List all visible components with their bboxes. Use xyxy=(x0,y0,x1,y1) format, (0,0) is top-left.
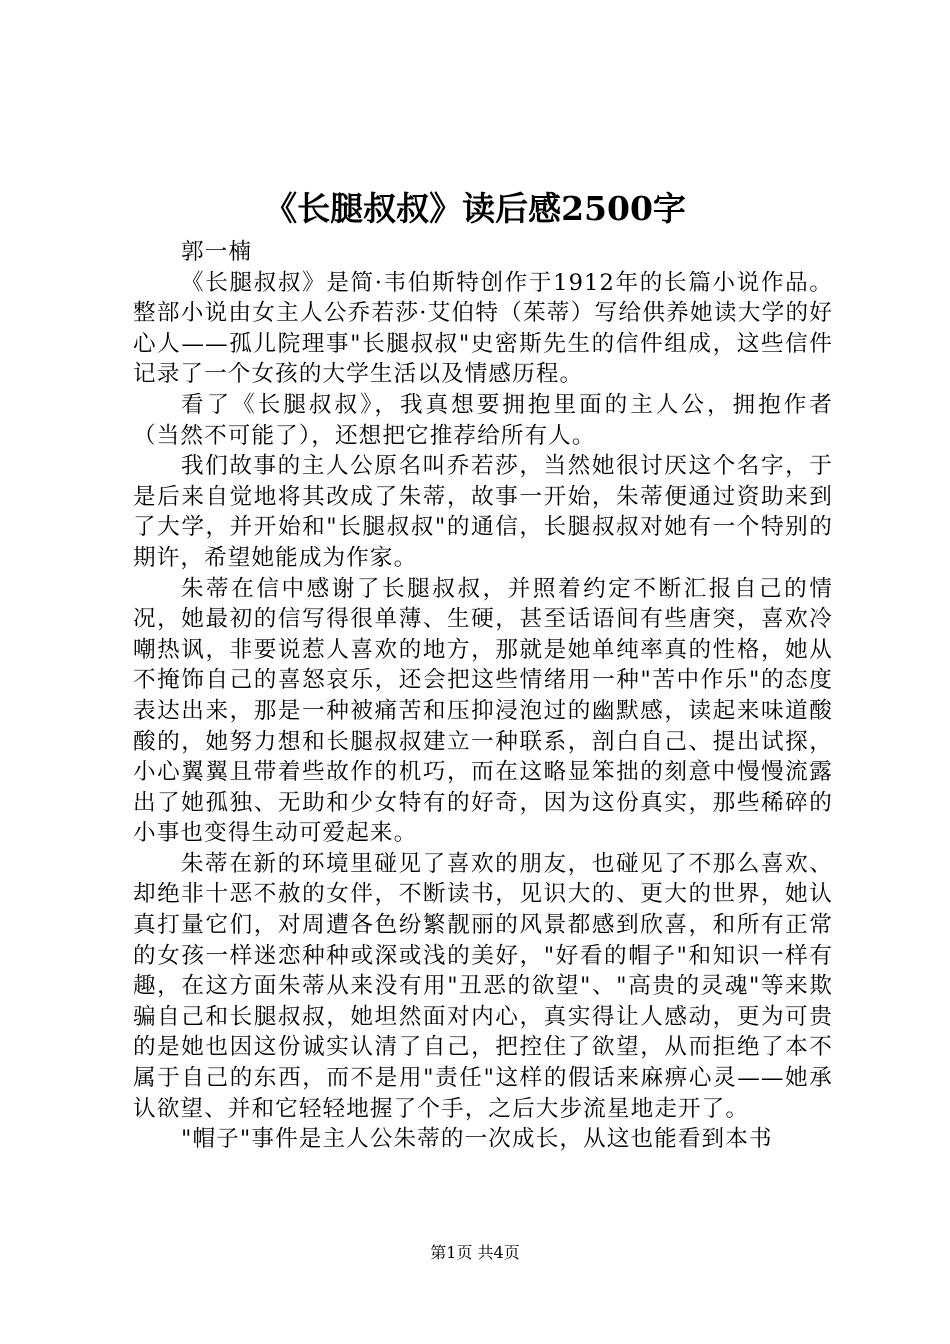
document-body xyxy=(133,237,833,1155)
paragraph-3: 我们故事的主人公原名叫乔若莎，当然她很讨厌这个名字，于是后来自觉地将其改成了朱蒂，故事一开始，朱蒂便通过资助来到了大学，并开始和"长腿叔叔"的通信，长腿叔叔对她有一个特别的期许，希望她能成为作家。 xyxy=(133,453,833,571)
document-title: 《长腿叔叔》读后感2500字 xyxy=(264,189,686,228)
paragraph-2: 看了《长腿叔叔》，我真想要拥抱里面的主人公，拥抱作者（当然不可能了），还想把它推荐给所有人。 xyxy=(133,391,833,449)
paragraph-1: 《长腿叔叔》是简·韦伯斯特创作于1912年的长篇小说作品。整部小说由女主人公乔若莎·艾伯特（茱蒂）写给供养她读大学的好心人——孤儿院理事"长腿叔叔"史密斯先生的信件组成，这些信件记录了一个女孩的大学生活以及情感历程。 xyxy=(133,269,833,388)
paragraph-4: 朱蒂在信中感谢了长腿叔叔，并照着约定不断汇报自己的情况，她最初的信写得很单薄、生硬，甚至话语间有些唐突，喜欢冷嘲热讽，非要说惹人喜欢的地方，那就是她单纯率真的性格，她从不掩饰自己的喜怒哀乐，还会把这些情绪用一种"苦中作乐"的态度表达出来，那是一种被痛苦和压抑浸泡过的幽默感，读起来味道酸酸的，她努力想和长腿叔叔建立一种联系，剖白自己、提出试探，小心翼翼且带着些故作的机巧，而在这略显笨拙的刻意中慢慢流露出了她孤独、无助和少女特有的好奇，因为这份真实，那些稀碎的小事也变得生动可爱起来。 xyxy=(133,575,833,847)
author-line: 郭一楠 xyxy=(181,239,253,265)
page-footer: 第1页 共4页 xyxy=(430,1243,520,1262)
paragraph-6: "帽子"事件是主人公朱蒂的一次成长，从这也能看到本书 xyxy=(181,1126,773,1153)
paragraph-5: 朱蒂在新的环境里碰见了喜欢的朋友，也碰见了不那么喜欢、却绝非十恶不赦的女伴，不断读书，见识大的、更大的世界，她认真打量它们，对周遭各色纷繁靓丽的风景都感到欣喜，和所有正常的女孩一样迷恋种种或深或浅的美好，"好看的帽子"和知识一样有趣，在这方面朱蒂从来没有用"丑恶的欲望"、"高贵的灵魂"等来欺骗自己和长腿叔叔，她坦然面对内心，真实得让人感动，更为可贵的是她也因这份诚实认清了自己，把控住了欲望，从而拒绝了本不属于自己的东西，而不是用"责任"这样的假话来麻痹心灵——她承认欲望、并和它轻轻地握了个手，之后大步流星地走开了。 xyxy=(133,850,833,1122)
